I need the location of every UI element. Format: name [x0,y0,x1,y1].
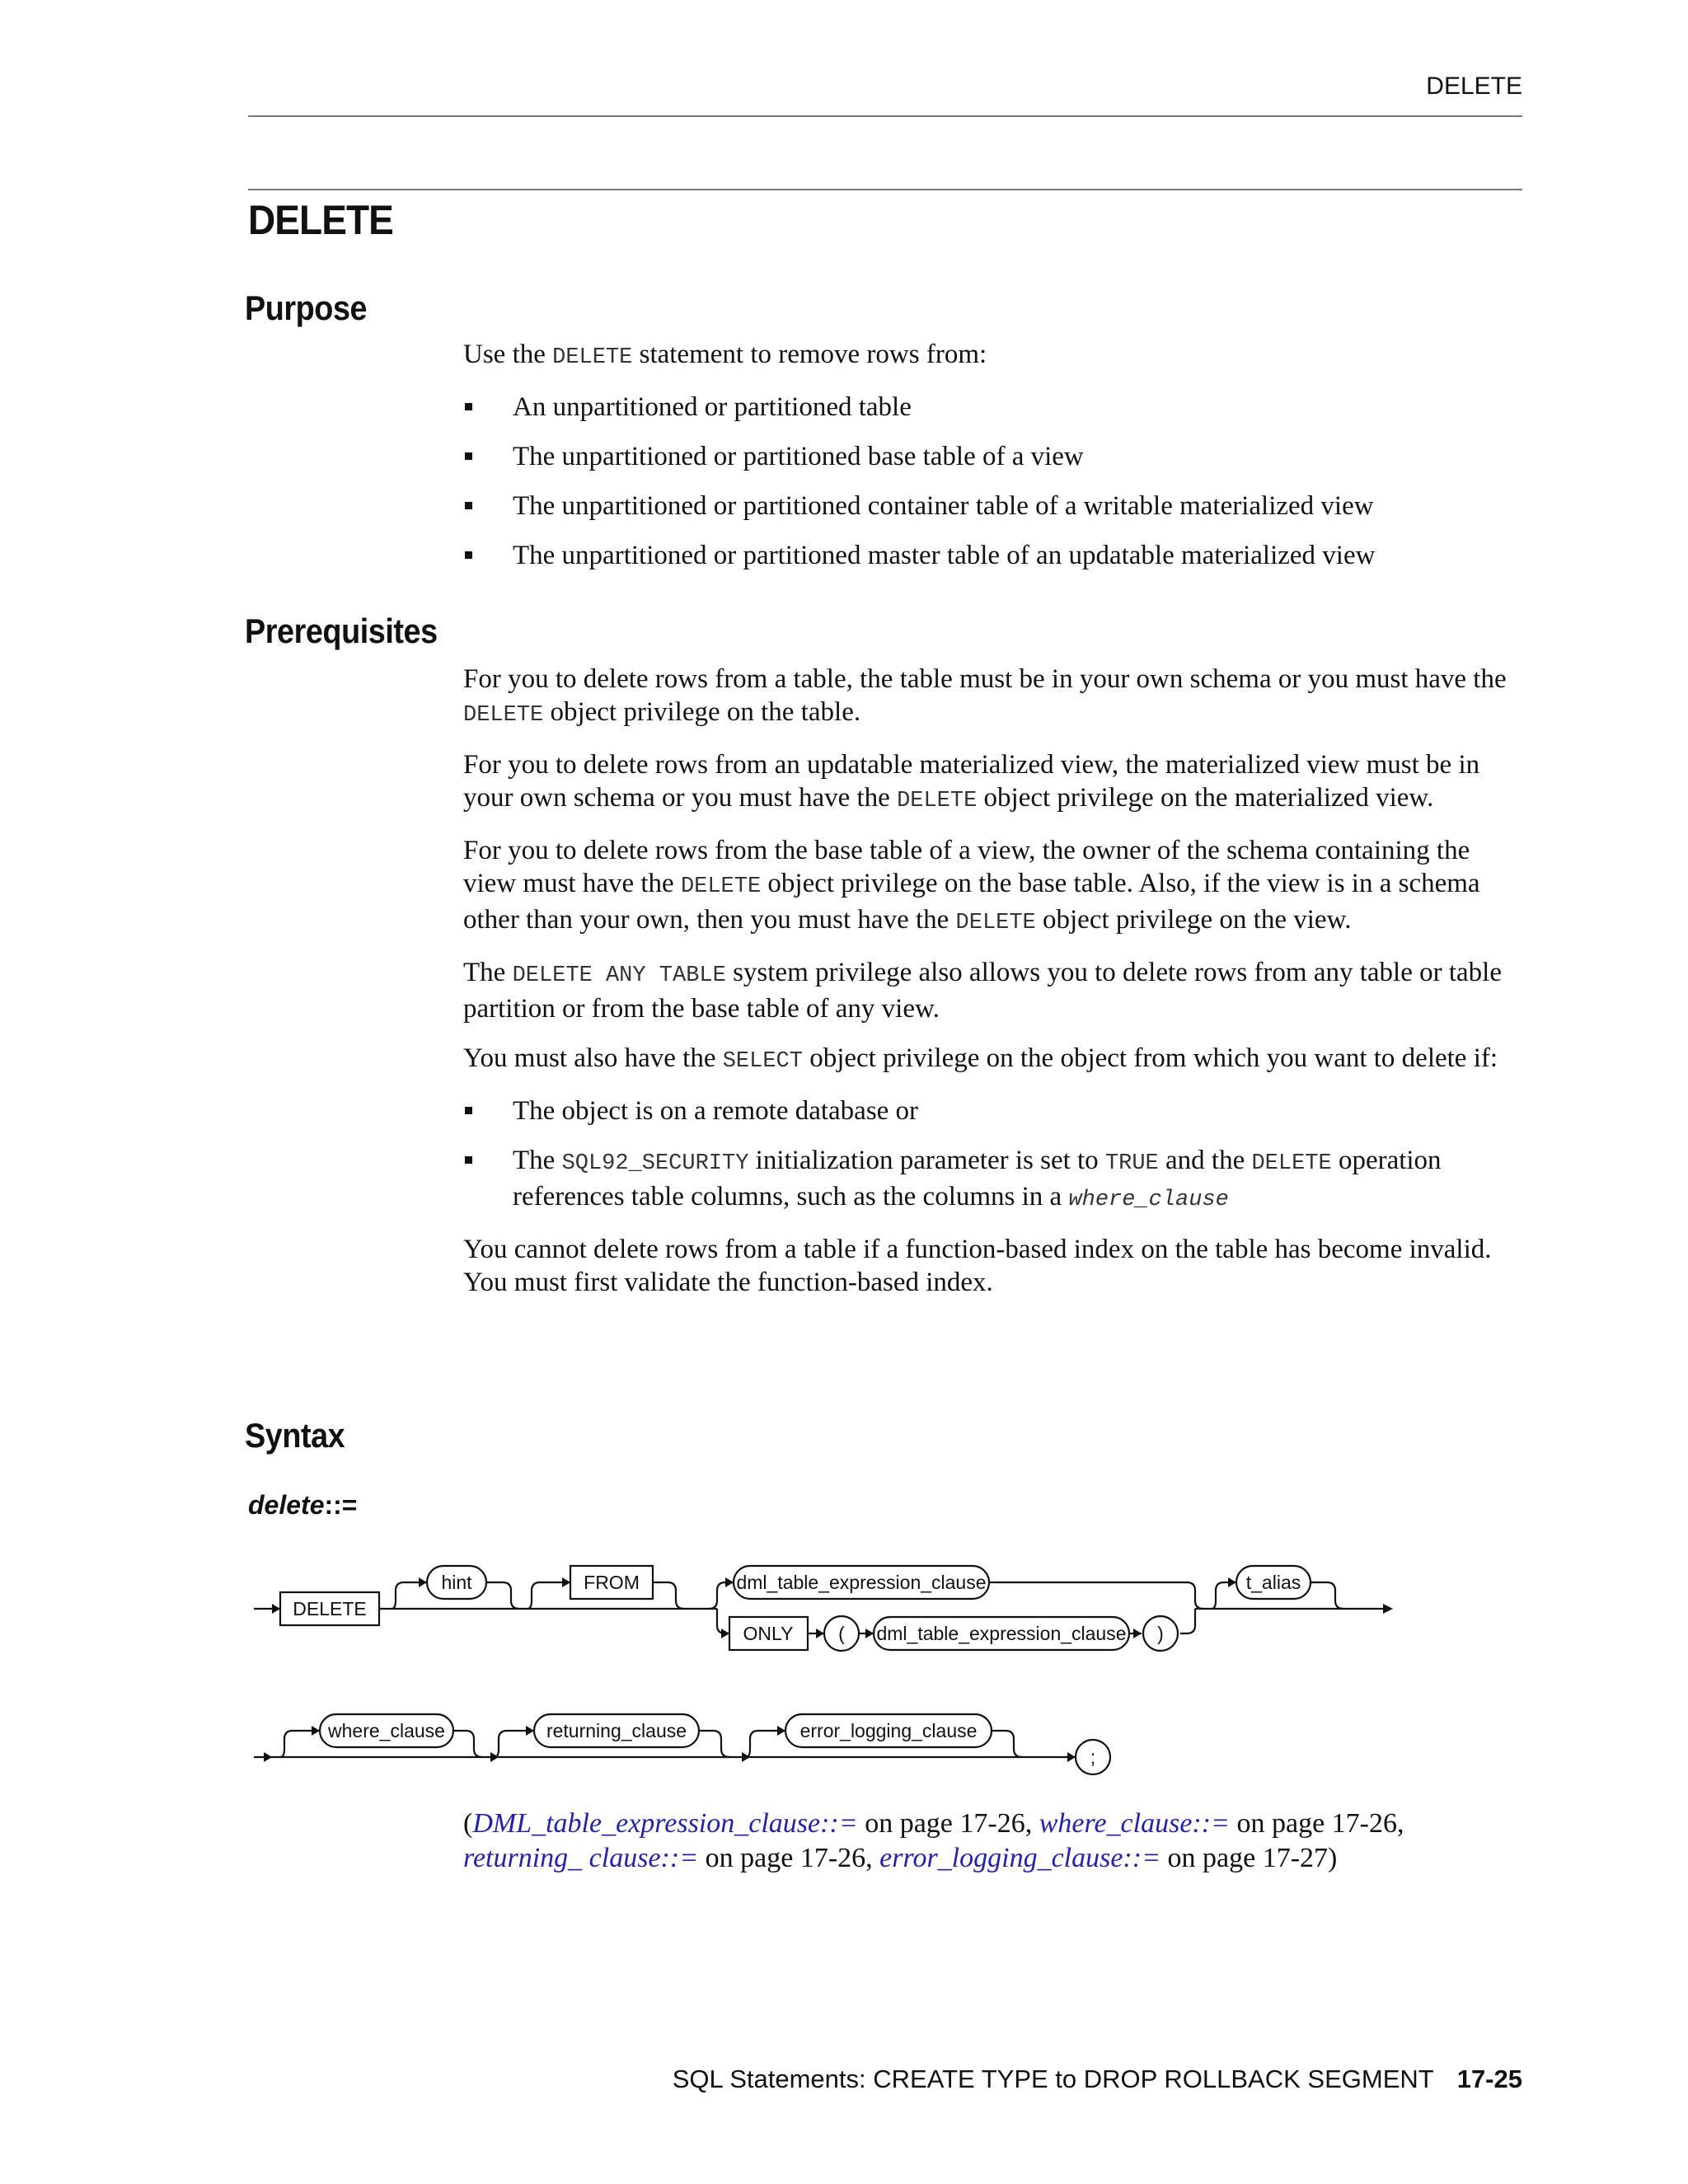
list-item: The unpartitioned or partitioned container table of a writable materialized view [463,490,1526,523]
dml-clause-link[interactable]: DML_table_expression_clause::= [472,1808,858,1839]
prerequisites-body [463,663,1526,1315]
prereq-list [463,1094,1526,1216]
purpose-intro: Use the DELETE statement to remove rows from: [463,340,987,370]
delete-keyword-text: DELETE [293,1598,367,1619]
prereq-paragraph-6: You cannot delete rows from a table if a function-based index on the table has become invalid. You must first validate the function-based index. [463,1235,1492,1297]
rparen-text: ) [1157,1623,1164,1644]
purpose-heading: Purpose [245,288,368,327]
syntax-heading: Syntax [245,1416,345,1455]
dml-node-2-text: dml_table_expression_clause [876,1623,1127,1644]
cross-references: (DML_table_expression_clause::= on page 17-26, where_clause::= on page 17-26, returning_ clause::= on page 17-26, error_logging_clause::= on page 17-27) [463,1808,1404,1873]
prereq-paragraph-1: For you to delete rows from a table, the table must be in your own schema or you must have the DELETE object privilege on the table. [463,664,1507,728]
list-item: The SQL92_SECURITY initialization parameter is set to TRUE and the DELETE operation references table columns, such as the columns in a where_clause [463,1144,1526,1216]
prereq-paragraph-4: The DELETE ANY TABLE system privilege also allows you to delete rows from any table or table partition or from the base table of any view. [463,958,1502,1024]
error-logging-clause-text: error_logging_clause [799,1720,978,1741]
returning-clause-text: returning_clause [546,1720,687,1741]
page-title: DELETE [248,197,393,243]
hint-node-text: hint [441,1572,472,1593]
prereq-paragraph-5: You must also have the SELECT object privilege on the object from which you want to delete if: [463,1043,1498,1074]
railroad-diagram [247,1549,1418,1797]
returning-clause-link[interactable]: returning_ clause::= [463,1843,699,1873]
semicolon-text: ; [1090,1746,1096,1768]
purpose-body [463,338,1526,588]
bullet-square-icon [465,551,472,559]
production-label: delete::= [248,1490,358,1520]
t-alias-text: t_alias [1245,1572,1301,1593]
from-keyword-text: FROM [584,1572,640,1593]
page-number: 17-25 [1456,2064,1522,2093]
list-item: An unpartitioned or partitioned table [463,391,1526,424]
lparen-text: ( [838,1623,845,1644]
bullet-square-icon [465,1156,472,1164]
list-item: The unpartitioned or partitioned master table of an updatable materialized view [463,539,1526,572]
where-clause-text: where_clause [328,1720,445,1741]
bullet-square-icon [465,452,472,460]
title-rule [248,189,1522,190]
footer-title: SQL Statements: CREATE TYPE to DROP ROLLBACK SEGMENT [672,2064,1434,2093]
purpose-list [463,391,1526,572]
page-footer [673,2064,1522,2094]
list-item: The object is on a remote database or [463,1094,1526,1127]
only-keyword-text: ONLY [743,1623,794,1644]
header-rule [248,115,1522,117]
prereq-paragraph-2: For you to delete rows from an updatable materialized view, the materialized view must be in your own schema or you must have the DELETE object privilege on the materialized view. [463,750,1480,813]
bullet-square-icon [465,1107,472,1114]
prerequisites-heading: Prerequisites [245,612,438,650]
row2-nodes [320,1714,1110,1774]
error-logging-clause-link[interactable]: error_logging_clause::= [879,1843,1161,1873]
dml-node-1-text: dml_table_expression_clause [736,1572,987,1593]
list-item: The unpartitioned or partitioned base table of a view [463,440,1526,473]
where-clause-link[interactable]: where_clause::= [1039,1808,1230,1839]
prereq-paragraph-3: For you to delete rows from the base table of a view, the owner of the schema containing the view must have the DELETE object privilege on the base table. Also, if the view is in a schema other than your own, then you must have the DELETE object privilege on the view. [463,836,1480,935]
running-head: DELETE [1426,73,1522,100]
bullet-square-icon [465,403,472,410]
bullet-square-icon [465,502,472,509]
